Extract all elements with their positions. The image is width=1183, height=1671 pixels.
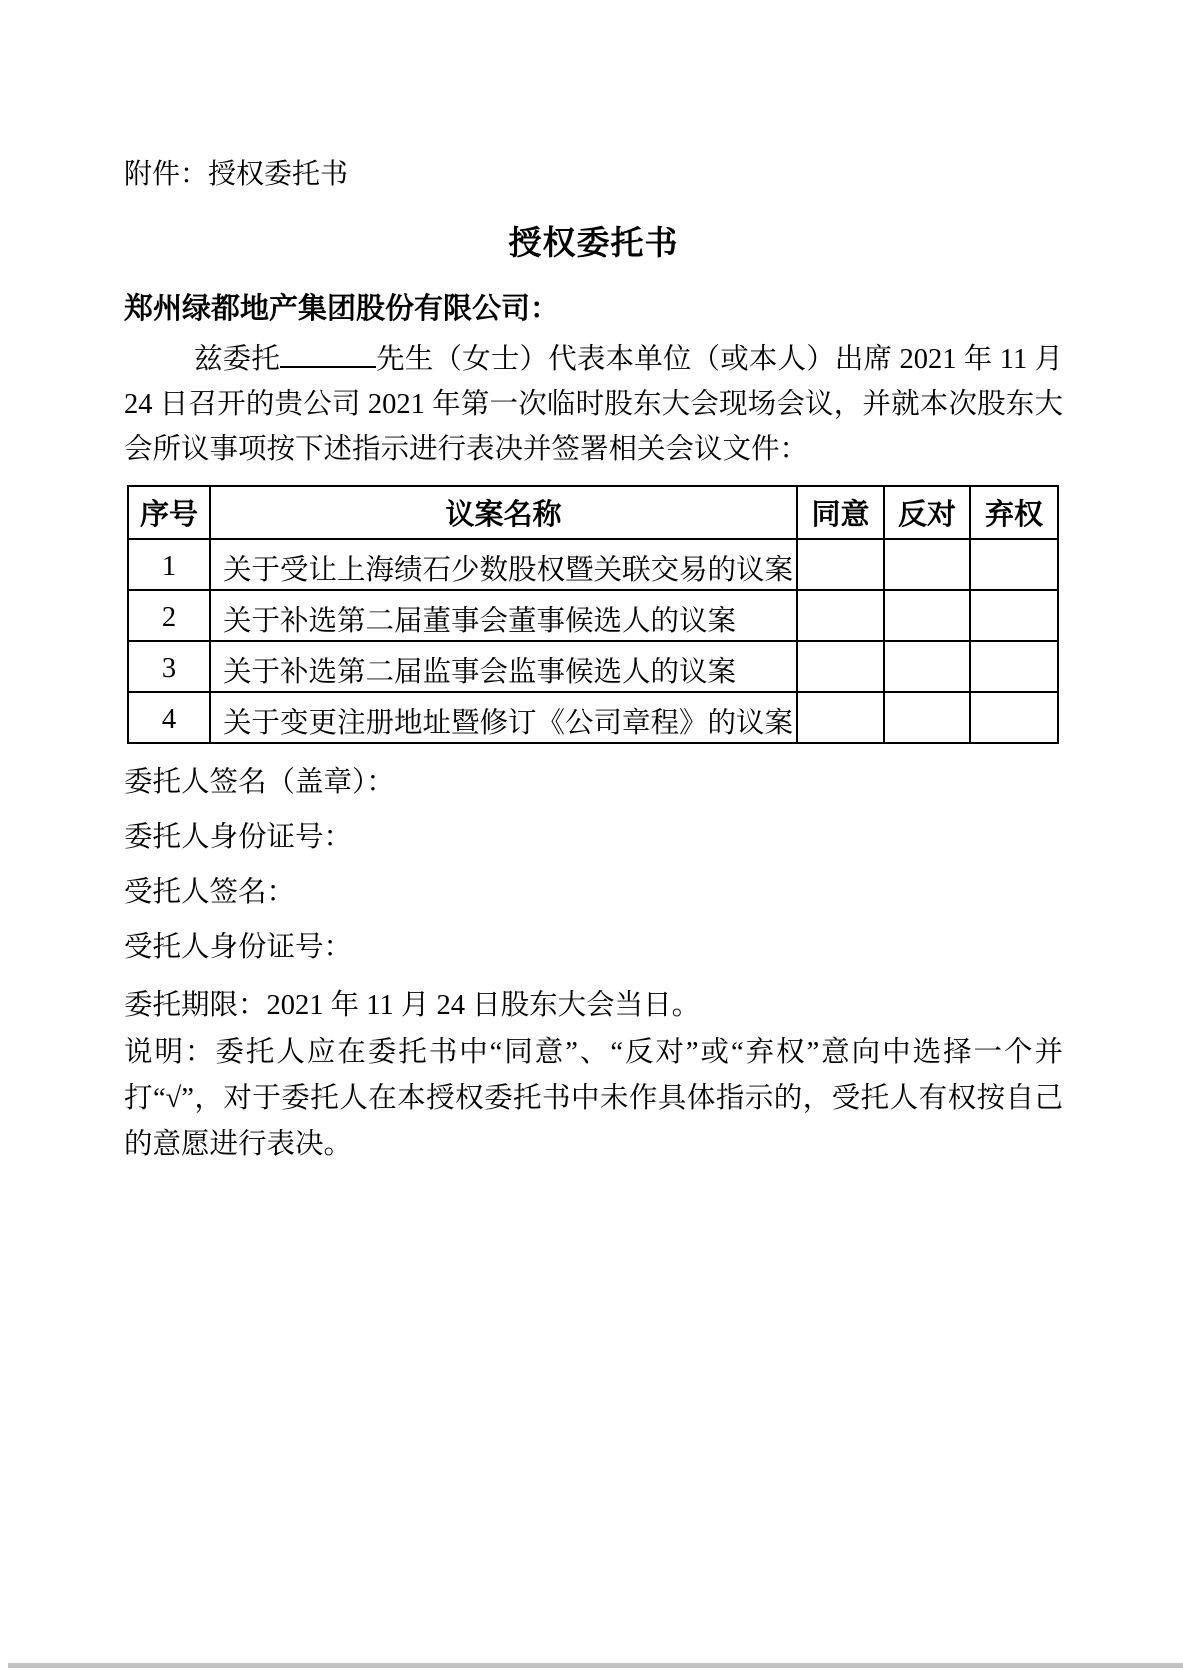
proposals-table: [127, 485, 1059, 744]
table-row: [128, 539, 1058, 590]
proposal-name-cell: 关于受让上海绩石少数股权暨关联交易的议案: [210, 539, 797, 590]
proposal-name-cell: 关于变更注册地址暨修订《公司章程》的议案: [210, 692, 797, 743]
vote-agree-cell: [797, 539, 884, 590]
table-row: [128, 641, 1058, 692]
vote-against-cell: [884, 692, 970, 743]
delegation-text-after-blank: 先生（女士）代表本单位（或本人）出席 2021 年 11 月 24 日召开的贵公司 2021 年第一次临时股东大会现场会议，并就本次股东大会所议事项按下述指示进行表决并签署相关会议文件：: [124, 344, 1063, 465]
row-number-cell: 2: [128, 590, 210, 641]
proxy-signature-label: 受托人签名：: [124, 877, 296, 908]
proposal-name-cell: 关于补选第二届监事会监事候选人的议案: [210, 641, 797, 692]
page-bottom-edge: [8, 1663, 1183, 1668]
vote-agree-cell: [797, 692, 884, 743]
vote-against-cell: [884, 539, 970, 590]
header-cell-proposal-name: 议案名称: [210, 486, 797, 539]
proxy-id-number-label: 受托人身份证号：: [124, 932, 353, 963]
proxy-validity-period: 委托期限：2021 年 11 月 24 日股东大会当日。: [124, 990, 701, 1021]
principal-id-number-label: 委托人身份证号：: [124, 822, 353, 853]
header-cell-number: 序号: [128, 486, 210, 539]
table-header-row: [128, 486, 1058, 539]
attachment-label: 附件：授权委托书: [124, 159, 349, 190]
principal-signature-label: 委托人签名（盖章）：: [124, 767, 395, 798]
delegation-paragraph: [124, 337, 1063, 472]
proposal-name-cell: 关于补选第二届董事会董事候选人的议案: [210, 590, 797, 641]
vote-abstain-cell: [970, 641, 1058, 692]
header-cell-agree: 同意: [797, 486, 884, 539]
vote-abstain-cell: [970, 590, 1058, 641]
vote-against-cell: [884, 590, 970, 641]
vote-agree-cell: [797, 641, 884, 692]
vote-against-cell: [884, 641, 970, 692]
table-row: [128, 692, 1058, 743]
document-title: 授权委托书: [508, 226, 679, 262]
proxy-name-blank-field: [280, 338, 376, 368]
vote-abstain-cell: [970, 539, 1058, 590]
instructions-note: 说明：委托人应在委托书中“同意”、“反对”或“弃权”意向中选择一个并打“√”，对于委托人在本授权委托书中未作具体指示的，受托人有权按自己的意愿进行表决。: [124, 1037, 1063, 1160]
company-salutation: 郑州绿都地产集团股份有限公司：: [124, 293, 560, 325]
row-number-cell: 3: [128, 641, 210, 692]
vote-abstain-cell: [970, 692, 1058, 743]
row-number-cell: 1: [128, 539, 210, 590]
row-number-cell: 4: [128, 692, 210, 743]
table-row: [128, 590, 1058, 641]
header-cell-abstain: 弃权: [970, 486, 1058, 539]
header-cell-against: 反对: [884, 486, 970, 539]
delegation-text-before-blank: 兹委托: [194, 344, 281, 375]
vote-agree-cell: [797, 590, 884, 641]
